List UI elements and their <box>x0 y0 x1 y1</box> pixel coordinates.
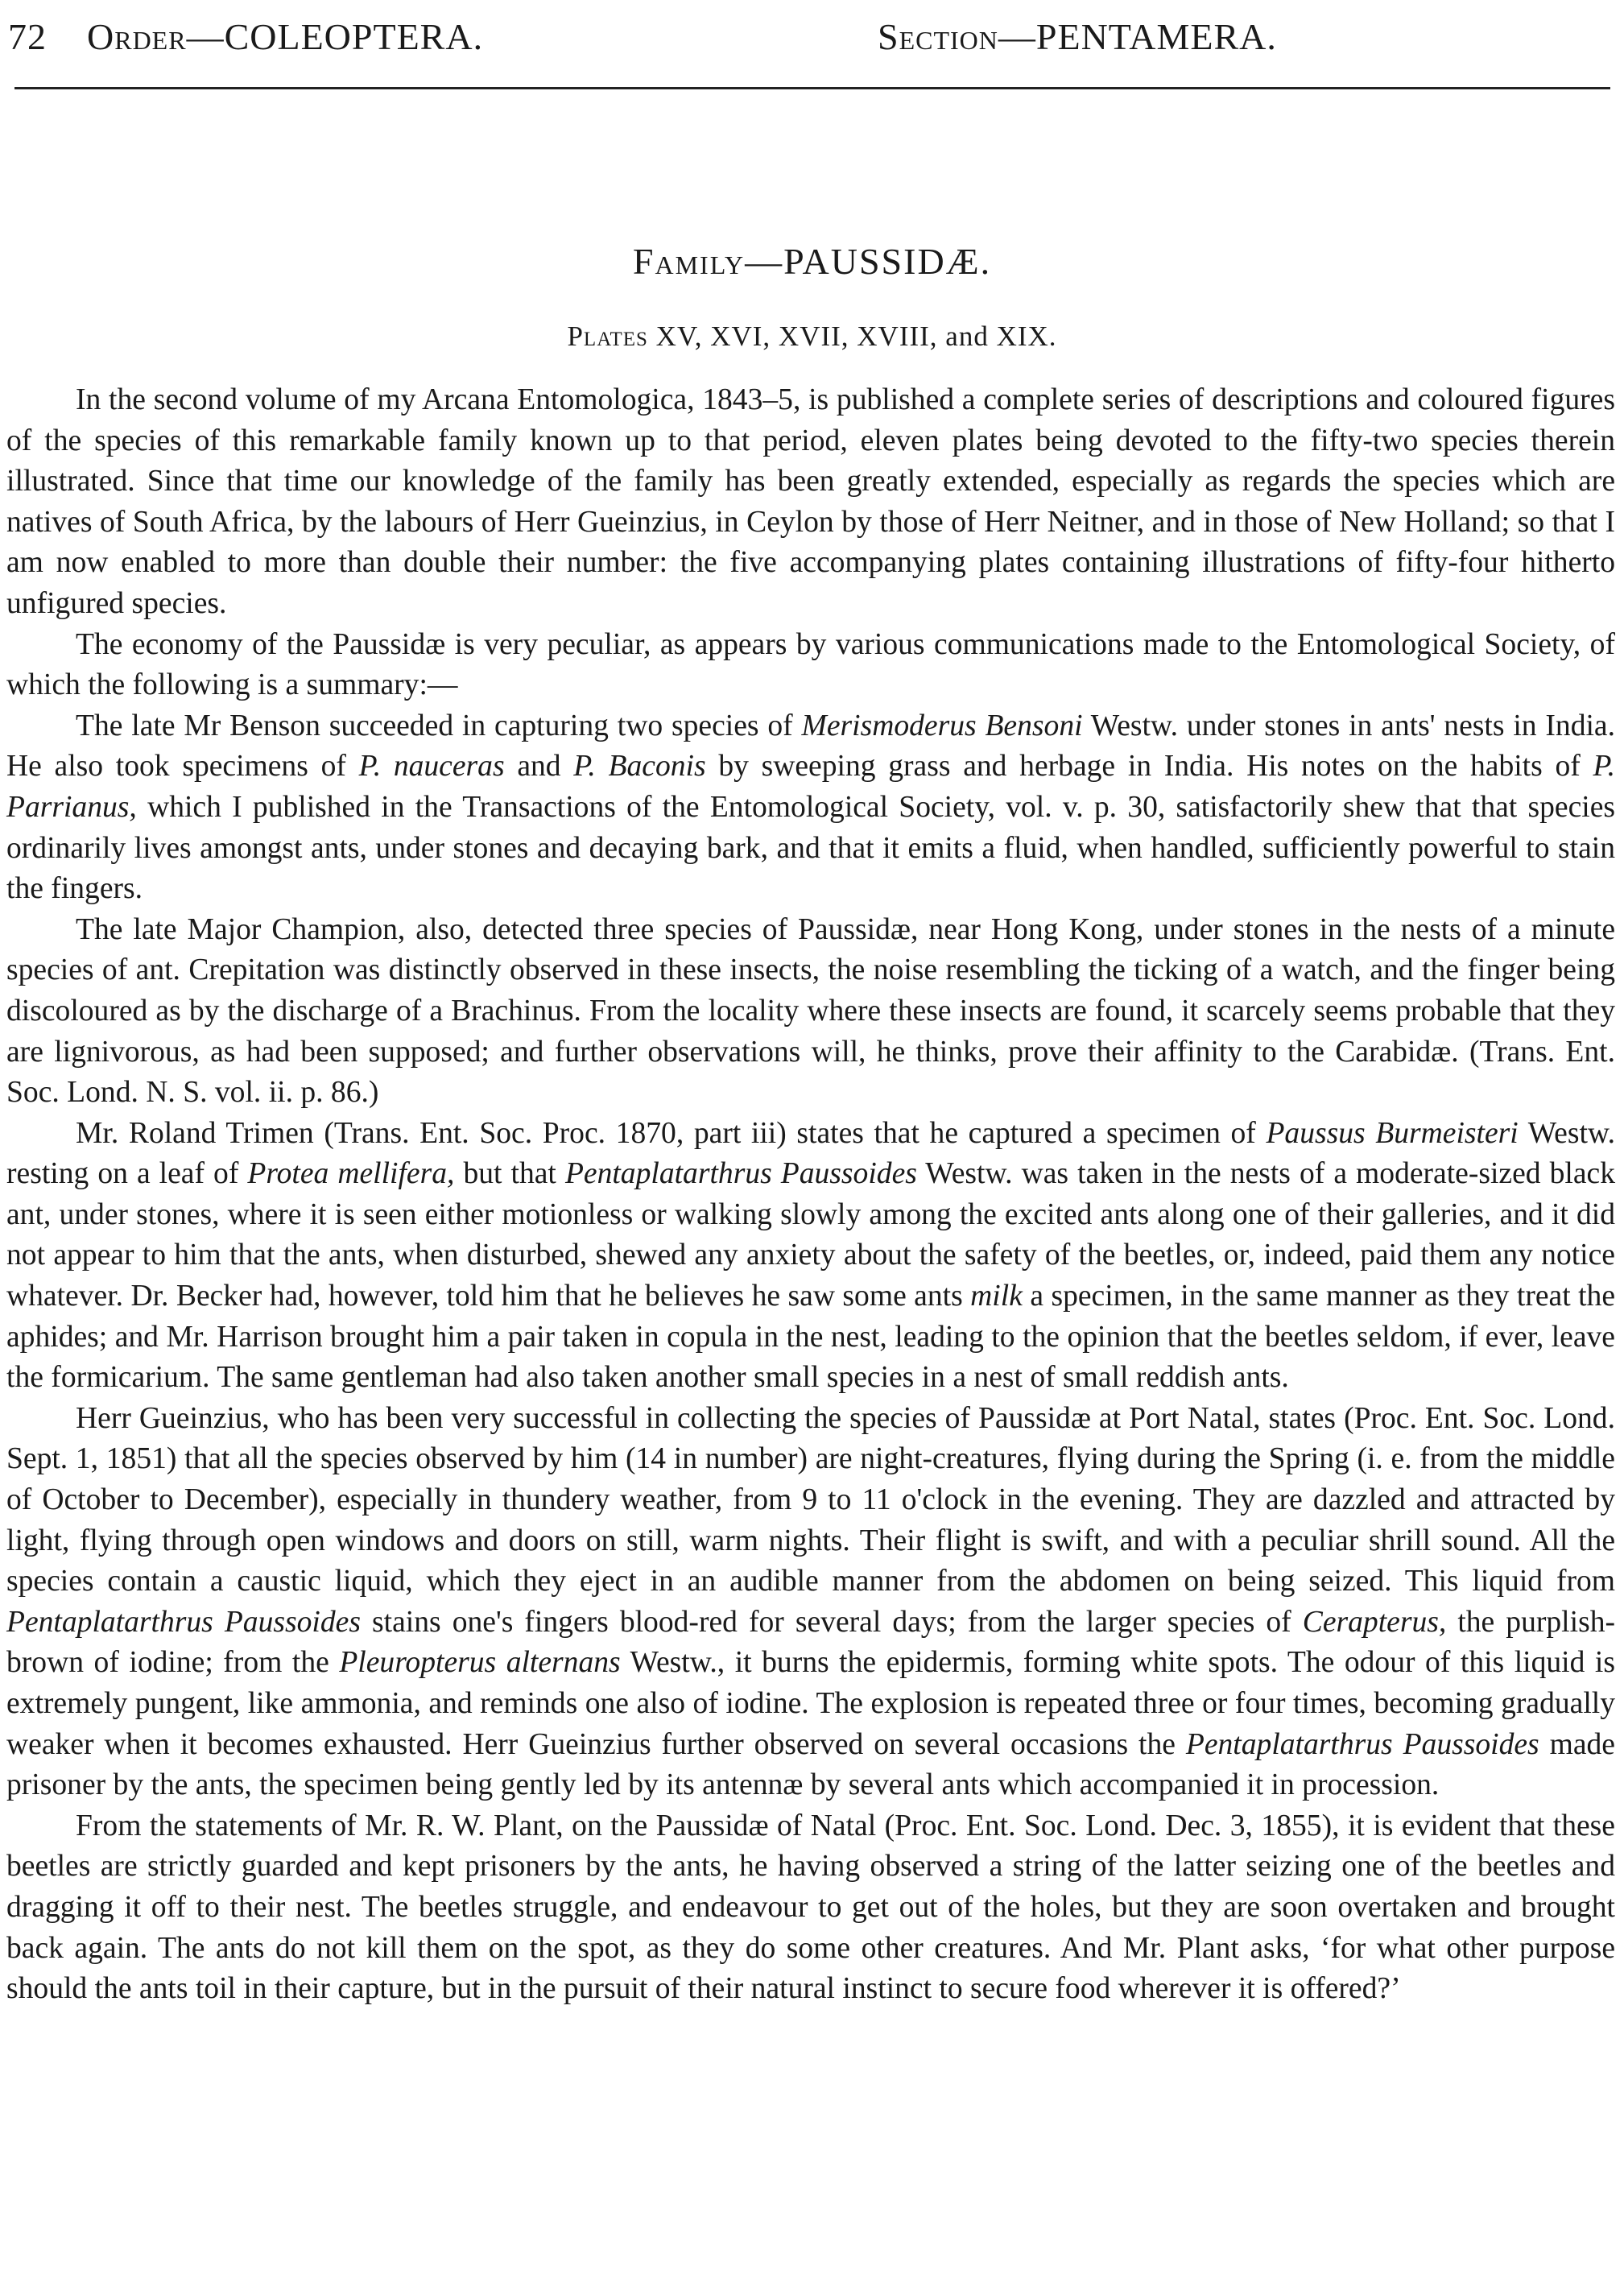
body-text <box>6 380 1615 2010</box>
text-run: In the second volume of my Arcana Entomologica, 1843–5, is published a complete series of descriptions and coloured figures of the species of this remarkable family known up to that period, eleven plates being devoted to the fifty-two species therein illustrated. Since that time our knowledge of the family has been greatly extended, especially as regards the species which are natives of South Africa, by the labours of Herr Gueinzius, in Ceylon by those of Herr Neitner, and in those of New Holland; so that I am now enabled to more than double their number: the five accompanying plates containing illustrations of fifty-four hitherto unfigured species. <box>6 383 1615 620</box>
paragraph <box>6 380 1615 625</box>
section-value: —PENTAMERA. <box>998 16 1277 57</box>
text-run: Westw. was taken in the nests of a moderate-sized black ant, under stones, where it is seen either motionless or walking slowly among the excited ants along one of their galleries, and it did not appear to him that the ants, when disturbed, shewed any anxiety about the safety of the beetles, or, indeed, paid them any notice whatever. Dr. Becker had, however, told him that he believes he saw some ants <box>6 1157 1615 1313</box>
italic-taxon: milk <box>970 1280 1023 1313</box>
text-run: the purplish-brown of iodine; from the <box>6 1605 1615 1680</box>
text-run: Westw. under stones in ants' nests in India. He also took specimens of <box>6 709 1615 784</box>
italic-taxon: P. nauceras <box>358 750 505 784</box>
italic-taxon: Cerapterus, <box>1302 1605 1447 1639</box>
italic-taxon: Pentaplatarthrus Paussoides <box>1185 1727 1539 1761</box>
italic-taxon: Pleuropterus alternans <box>339 1646 621 1680</box>
text-run: which I published in the Transactions of the Entomological Society, vol. v. p. 30, satisfactorily shew that that species ordinarily lives amongst ants, under stones and decaying bark, and that it emits a fluid, when handled, sufficiently powerful to stain the fingers. <box>6 790 1615 906</box>
text-run: Herr Gueinzius, who has been very successful in collecting the species of Paussidæ at Port Natal, states (Proc. Ent. Soc. Lond. Sept. 1, 1851) that all the species observed by him (14 in number) are night-creatures, flying during the Spring (i. e. from the middle of October to December), especially in thundery weather, from 9 to 11 o'clock in the evening. They are dazzled and attracted by light, flying through open windows and doors on still, warm nights. Their flight is swift, and with a peculiar shrill sound. All the species contain a caustic liquid, which they eject in an audible manner from the abdomen on being seized. This liquid from <box>6 1401 1615 1598</box>
text-run: Westw. resting on a leaf of <box>6 1116 1616 1191</box>
paragraph <box>6 1806 1615 2010</box>
text-run: The late Mr Benson succeeded in capturing two species of <box>76 709 802 742</box>
order-label: Order <box>87 16 187 57</box>
order-value: —COLEOPTERA. <box>186 16 484 57</box>
text-run: The economy of the Paussidæ is very peculiar, as appears by various communications made to the Entomological Society, of which the following is a summary:— <box>6 627 1615 702</box>
order-heading <box>87 5 483 69</box>
plates-label: Plates <box>567 320 648 352</box>
text-run: Mr. Roland Trimen (Trans. Ent. Soc. Proc. 1870, part iii) states that he captured a specimen of <box>76 1116 1267 1150</box>
text-run: and <box>504 750 574 784</box>
paragraph <box>6 1114 1615 1399</box>
running-head <box>8 5 1610 69</box>
text-run: a specimen, in the same manner as they treat the aphides; and Mr. Harrison brought him a pair taken in copula in the nest, leading to the opinion that the beetles seldom, if ever, leave the formicarium. The same gentleman had also taken another small species in a nest of small reddish ants. <box>6 1280 1615 1395</box>
section-heading <box>878 5 1277 69</box>
paragraph <box>6 910 1615 1114</box>
plates-value: XV, XVI, XVII, XVIII, and XIX. <box>647 320 1057 352</box>
family-value: —PAUSSIDÆ. <box>745 241 992 282</box>
italic-taxon: Pentaplatarthrus Paussoides <box>6 1605 361 1639</box>
italic-taxon: P. Parrianus, <box>6 750 1616 824</box>
italic-taxon: Paussus Burmeisteri <box>1266 1116 1519 1150</box>
family-label: Family <box>632 241 746 282</box>
plates-line <box>0 320 1624 353</box>
paragraph <box>6 706 1615 910</box>
text-run: stains one's fingers blood-red for several days; from the larger species of <box>360 1605 1303 1639</box>
text-run: From the statements of Mr. R. W. Plant, on the Paussidæ of Natal (Proc. Ent. Soc. Lond. Dec. 3, 1855), it is evident that these beetles are strictly guarded and kept prisoners by the ants, he having observed a string of the latter seizing one of the beetles and dragging it off to their nest. The beetles struggle, and endeavour to get out of the holes, but they are soon overtaken and brought back again. The ants do not kill them on the spot, as they do some other creatures. And Mr. Plant asks, ‘for what other purpose should the ants toil in their capture, but in the pursuit of their natural instinct to secure food wherever it is offered?’ <box>6 1809 1615 2006</box>
page-number: 72 <box>8 16 47 57</box>
italic-taxon: Merismoderus Bensoni <box>801 709 1083 742</box>
italic-taxon: Pentaplatarthrus Paussoides <box>564 1157 917 1191</box>
text-run: by sweeping grass and herbage in India. His notes on the habits of <box>705 750 1593 784</box>
paragraph <box>6 625 1615 706</box>
paragraph <box>6 1399 1615 1806</box>
text-run: Westw., it burns the epidermis, forming white spots. The odour of this liquid is extremely pungent, like ammonia, and reminds one also of iodine. The explosion is repeated three or four times, becoming gradually weaker when it becomes exhausted. Herr Gueinzius further observed on several occasions the <box>6 1646 1615 1761</box>
header-rule <box>14 87 1610 89</box>
family-title <box>0 240 1624 283</box>
section-label: Section <box>878 16 998 57</box>
italic-taxon: Protea mellifera, <box>247 1157 455 1191</box>
text-run: made prisoner by the ants, the specimen being gently led by its antennæ by several ants which accompanied it in procession. <box>6 1727 1615 1802</box>
text-run: The late Major Champion, also, detected three species of Paussidæ, near Hong Kong, under stones in the nests of a minute species of ant. Crepitation was distinctly observed in these insects, the noise resembling the ticking of a watch, and the finger being discoloured as by the discharge of a Brachinus. From the locality where these insects are found, it scarcely seems probable that they are lignivorous, as had been supposed; and further observations will, he thinks, prove their affinity to the Carabidæ. (Trans. Ent. Soc. Lond. N. S. vol. ii. p. 86.) <box>6 912 1615 1110</box>
italic-taxon: P. Baconis <box>573 750 706 784</box>
text-run: but that <box>454 1157 565 1191</box>
